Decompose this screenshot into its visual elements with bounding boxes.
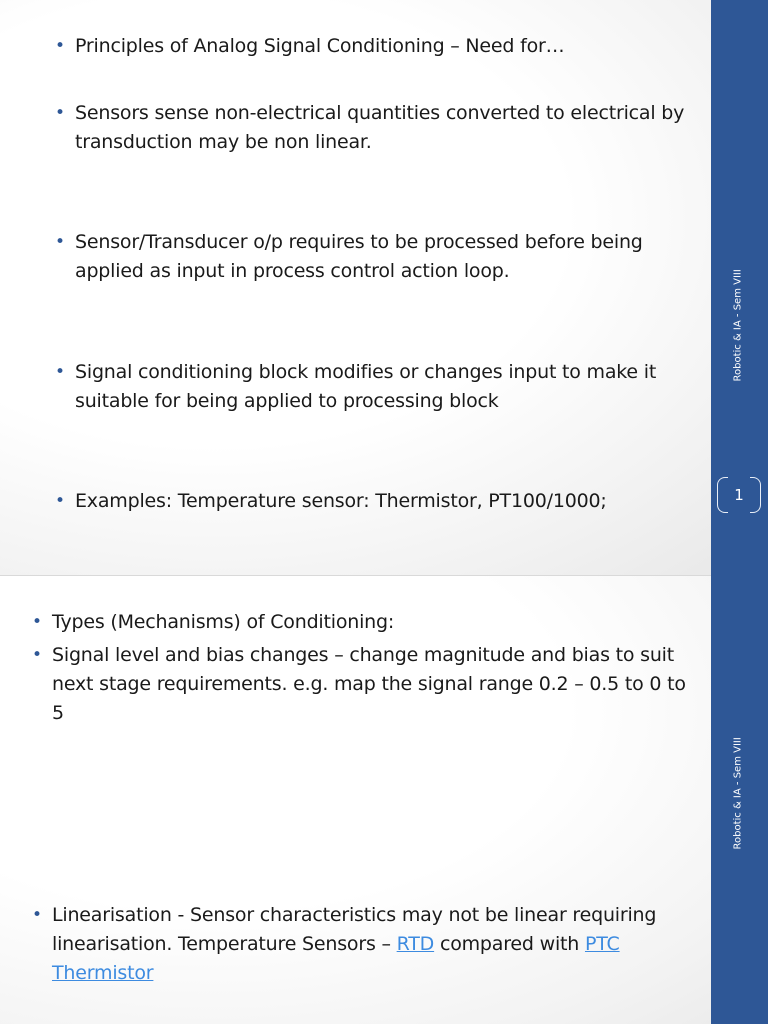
page-number-badge [714, 474, 764, 516]
bullet-item [32, 901, 692, 988]
bullet-text [52, 904, 656, 984]
slide-footer: Robotic & IA - Sem VIII [732, 269, 744, 382]
bullet-item [55, 32, 685, 61]
bullet-dot: • [55, 103, 65, 123]
bullet-dot: • [32, 645, 42, 665]
bullet-item [32, 608, 692, 637]
ptc-thermistor-link[interactable]: PTC Thermistor [52, 933, 620, 984]
rtd-link[interactable]: RTD [396, 933, 435, 955]
bullet-dot: • [55, 491, 65, 511]
bullet-text: Sensors sense non-electrical quantities converted to electrical by transduction may be non linear. [75, 102, 685, 153]
bullet-dot: • [32, 905, 42, 925]
bullet-dot: • [55, 232, 65, 252]
left-brace-icon [717, 477, 728, 513]
bullet-dot: • [32, 612, 42, 632]
bullet-item [55, 487, 685, 516]
bullet-text: Signal level and bias changes – change magnitude and bias to suit next stage requirements. e.g. map the signal range 0.2 – 0.5 to 0 to 5 [52, 644, 686, 724]
bullet-item [55, 99, 685, 157]
bullet-dot: • [55, 36, 65, 56]
bullet-item [55, 228, 685, 286]
bullet-text: Sensor/Transducer o/p requires to be processed before being applied as input in process control action loop. [75, 231, 643, 282]
bullet-item [55, 358, 685, 416]
linearisation-middle-text: compared with [434, 933, 585, 955]
slide-2 [0, 576, 768, 1024]
bullet-text: Signal conditioning block modifies or changes input to make it suitable for being applied to processing block [75, 361, 657, 412]
slide-footer: Robotic & IA - Sem VIII [732, 737, 744, 850]
linearisation-text: Linearisation - Sensor characteristics may not be linear requiring linearisation. Temperature Sensors – [52, 904, 657, 955]
bullet-text: Principles of Analog Signal Conditioning – Need for… [75, 35, 565, 57]
bullet-text: Examples: Temperature sensor: Thermistor, PT100/1000; [75, 490, 607, 512]
bullet-item [32, 641, 692, 728]
right-brace-icon [750, 477, 761, 513]
page-number: 1 [734, 486, 744, 504]
bullet-text: Types (Mechanisms) of Conditioning: [52, 611, 395, 633]
bullet-dot: • [55, 362, 65, 382]
